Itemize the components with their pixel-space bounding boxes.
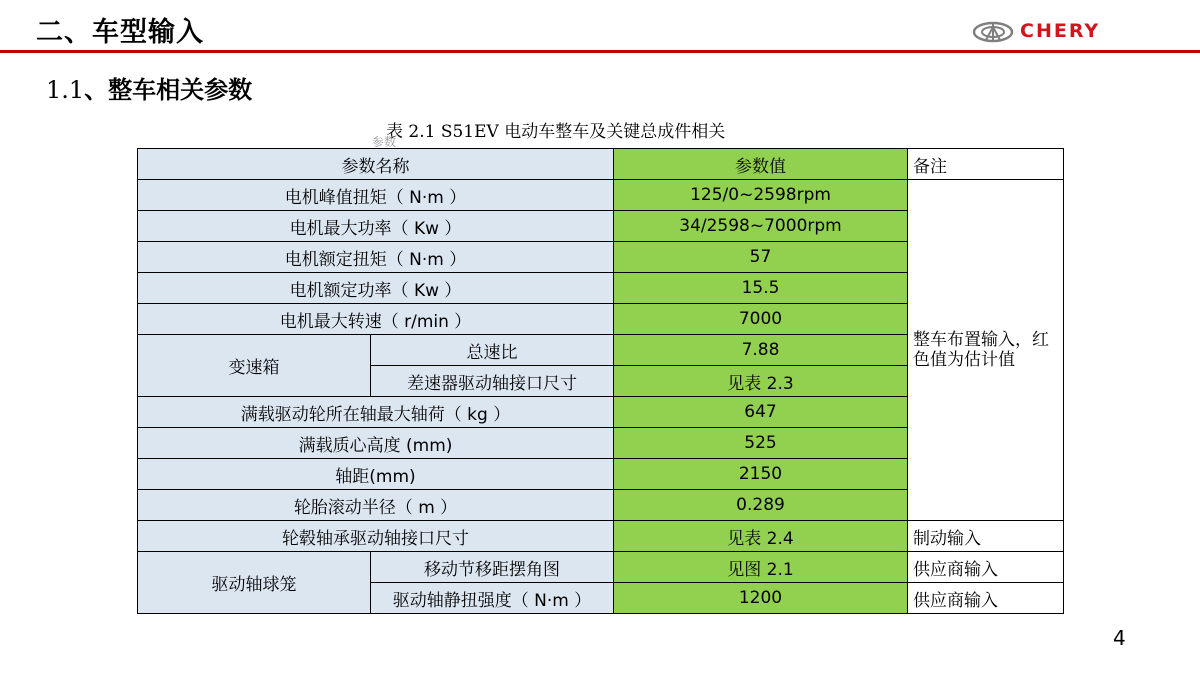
chery-logo xyxy=(972,20,1167,46)
caption-text: 电动车整车及关键总成件相关 xyxy=(504,122,726,142)
param-value: 2150 xyxy=(614,459,908,490)
section-number: 1.1 xyxy=(46,76,85,104)
param-name: 满载质心高度 (mm) xyxy=(138,428,614,459)
param-group: 驱动轴球笼 xyxy=(138,552,371,614)
param-name: 电机最大功率（ Kw ） xyxy=(138,211,614,242)
slide-title: 二、车型输入 xyxy=(36,17,204,48)
param-value: 1200 xyxy=(614,583,908,614)
param-name: 电机额定功率（ Kw ） xyxy=(138,273,614,304)
param-name: 电机额定扭矩（ N·m ） xyxy=(138,242,614,273)
param-name: 差速器驱动轴接口尺寸 xyxy=(371,366,614,397)
table-row xyxy=(138,521,1064,552)
header-param-name: 参数名称 xyxy=(138,149,614,180)
caption-overflow: 参数 xyxy=(372,135,397,147)
param-name: 电机峰值扭矩（ N·m ） xyxy=(138,180,614,211)
table-caption xyxy=(386,117,725,142)
param-group: 变速箱 xyxy=(138,335,371,397)
param-value: 525 xyxy=(614,428,908,459)
param-name: 轮胎滚动半径（ m ） xyxy=(138,490,614,521)
param-value: 34/2598~7000rpm xyxy=(614,211,908,242)
merged-note: 整车布置输入，红色值为估计值 xyxy=(908,180,1064,521)
title-divider xyxy=(0,50,1200,53)
header-param-value: 参数值 xyxy=(614,149,908,180)
param-value: 见表 2.4 xyxy=(614,521,908,552)
param-value: 7000 xyxy=(614,304,908,335)
param-name: 移动节移距摆角图 xyxy=(371,552,614,583)
param-value: 647 xyxy=(614,397,908,428)
page-number: 4 xyxy=(1113,626,1126,650)
param-value: 见图 2.1 xyxy=(614,552,908,583)
param-note: 制动输入 xyxy=(908,521,1064,552)
table-row xyxy=(138,552,1064,583)
caption-prefix: 表 2.1 S51EV xyxy=(386,122,499,142)
param-value: 57 xyxy=(614,242,908,273)
param-name: 轴距(mm) xyxy=(138,459,614,490)
param-name: 满载驱动轮所在轴最大轴荷（ kg ） xyxy=(138,397,614,428)
header-note: 备注 xyxy=(908,149,1064,180)
table-row xyxy=(138,180,1064,211)
brand-name: CHERY xyxy=(1020,20,1101,42)
chery-emblem-icon xyxy=(972,20,1014,44)
param-name: 驱动轴静扭强度（ N·m ） xyxy=(371,583,614,614)
param-name: 轮毂轴承驱动轴接口尺寸 xyxy=(138,521,614,552)
param-value: 15.5 xyxy=(614,273,908,304)
param-value: 7.88 xyxy=(614,335,908,366)
param-name: 电机最大转速（ r/min ） xyxy=(138,304,614,335)
parameter-table xyxy=(137,148,1064,614)
table-header-row xyxy=(138,149,1064,180)
param-value: 0.289 xyxy=(614,490,908,521)
param-value: 125/0~2598rpm xyxy=(614,180,908,211)
section-subtitle xyxy=(46,70,252,105)
param-note: 供应商输入 xyxy=(908,552,1064,583)
param-name: 总速比 xyxy=(371,335,614,366)
param-value: 见表 2.3 xyxy=(614,366,908,397)
param-note: 供应商输入 xyxy=(908,583,1064,614)
section-name: 、整车相关参数 xyxy=(84,76,253,104)
